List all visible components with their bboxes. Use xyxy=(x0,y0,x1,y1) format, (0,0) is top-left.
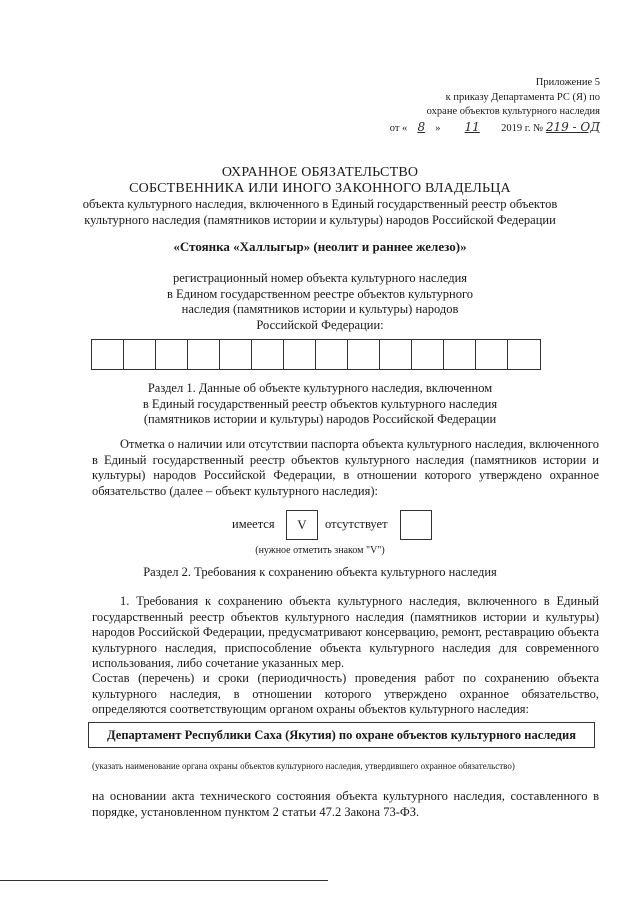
registration-cell[interactable] xyxy=(412,340,444,369)
handwritten-number: 219 - ОД xyxy=(545,119,600,134)
registration-cell[interactable] xyxy=(284,340,316,369)
registration-number-grid xyxy=(91,339,541,370)
registration-cell[interactable] xyxy=(316,340,348,369)
registration-cell[interactable] xyxy=(156,340,188,369)
absent-passport-label: отсутствует xyxy=(325,517,388,531)
checkbox-note: (нужное отметить знаком "V") xyxy=(255,545,385,556)
handwritten-month: 11 xyxy=(464,119,480,134)
registration-cell[interactable] xyxy=(380,340,412,369)
department-field[interactable]: Департамент Республики Саха (Якутия) по охране объектов культурного наследия xyxy=(88,722,595,748)
requirements-paragraph: 1. Требования к сохранению объекта культурного наследия, включенного в Единый государственный реестр объектов культурного наследия (памятников истории и культуры) народов Российской Федерации, предусматривают консервацию, ремонт, реставрацию объекта культурного наследия, приспособление объекта культурного наследия для современного использования, либо сочетание указанных мер. xyxy=(92,594,599,670)
registration-cell[interactable] xyxy=(92,340,124,369)
appendix-block xyxy=(320,76,600,136)
registration-cell[interactable] xyxy=(476,340,508,369)
document-title: ОХРАННОЕ ОБЯЗАТЕЛЬСТВО СОБСТВЕННИКА ИЛИ ИНОГО ЗАКОННОГО ВЛАДЕЛЬЦА xyxy=(129,165,511,196)
has-passport-checkbox[interactable]: V xyxy=(286,510,318,540)
department-caption: (указать наименование органа охраны объектов культурного наследия, утвердившего охранное обязательство) xyxy=(92,761,515,771)
registration-label: регистрационный номер объекта культурного наследия в Едином государственном реестре объектов культурного наследия (памятников истории и культуры) народов Российской Федерации: xyxy=(166,271,474,332)
appendix-title: Приложение 5 xyxy=(535,77,600,88)
absent-passport-checkbox[interactable] xyxy=(400,510,432,540)
registration-cell[interactable] xyxy=(124,340,156,369)
section2-heading: Раздел 2. Требования к сохранению объекта культурного наследия xyxy=(143,565,497,579)
handwritten-day: 8 xyxy=(417,119,426,134)
registration-cell[interactable] xyxy=(220,340,252,369)
appendix-date-line: от « 8 » 11 2019 г. № 219 - ОД xyxy=(389,119,600,134)
registration-cell[interactable] xyxy=(348,340,380,369)
registration-cell[interactable] xyxy=(508,340,540,369)
bottom-divider xyxy=(0,880,328,881)
appendix-order-ref: к приказу Департамента РС (Я) по xyxy=(445,91,600,103)
document-subtitle: объекта культурного наследия, включенного в Единый государственный реестр объектов культурного наследия (памятников истории и культуры) народов Российской Федерации xyxy=(82,197,558,227)
appendix-department: охране объектов культурного наследия xyxy=(426,106,600,117)
section1-heading: Раздел 1. Данные об объекте культурного наследия, включенном в Единый государственный реестр объектов культурного наследия (памятников истории и культуры) народов Российской Федерации xyxy=(142,381,498,426)
registration-cell[interactable] xyxy=(188,340,220,369)
registration-cell[interactable] xyxy=(444,340,476,369)
works-paragraph: Состав (перечень) и сроки (периодичность) проведения работ по сохранению объекта культурного наследия, в отношении которого утверждено охранное обязательство, определяются соответствующим органом охраны объектов культурного наследия: xyxy=(92,671,599,716)
passport-checkbox-row xyxy=(0,510,640,540)
registration-cell[interactable] xyxy=(252,340,284,369)
has-passport-label: имеется xyxy=(232,517,275,531)
object-name: «Стоянка «Халлыгыр» (неолит и раннее железо)» xyxy=(173,239,467,254)
basis-paragraph: на основании акта технического состояния объекта культурного наследия, составленного в порядке, установленном пунктом 2 статьи 47.2 Закона 73-ФЗ. xyxy=(92,789,599,819)
passport-mark-paragraph: Отметка о наличии или отсутствии паспорта объекта культурного наследия, включенного в Единый государственный реестр объектов культурного наследия (памятников истории и культуры) народов Российской Федерации, в отношении которого утверждено охранное обязательство (далее – объект культурного наследия): xyxy=(92,437,599,498)
